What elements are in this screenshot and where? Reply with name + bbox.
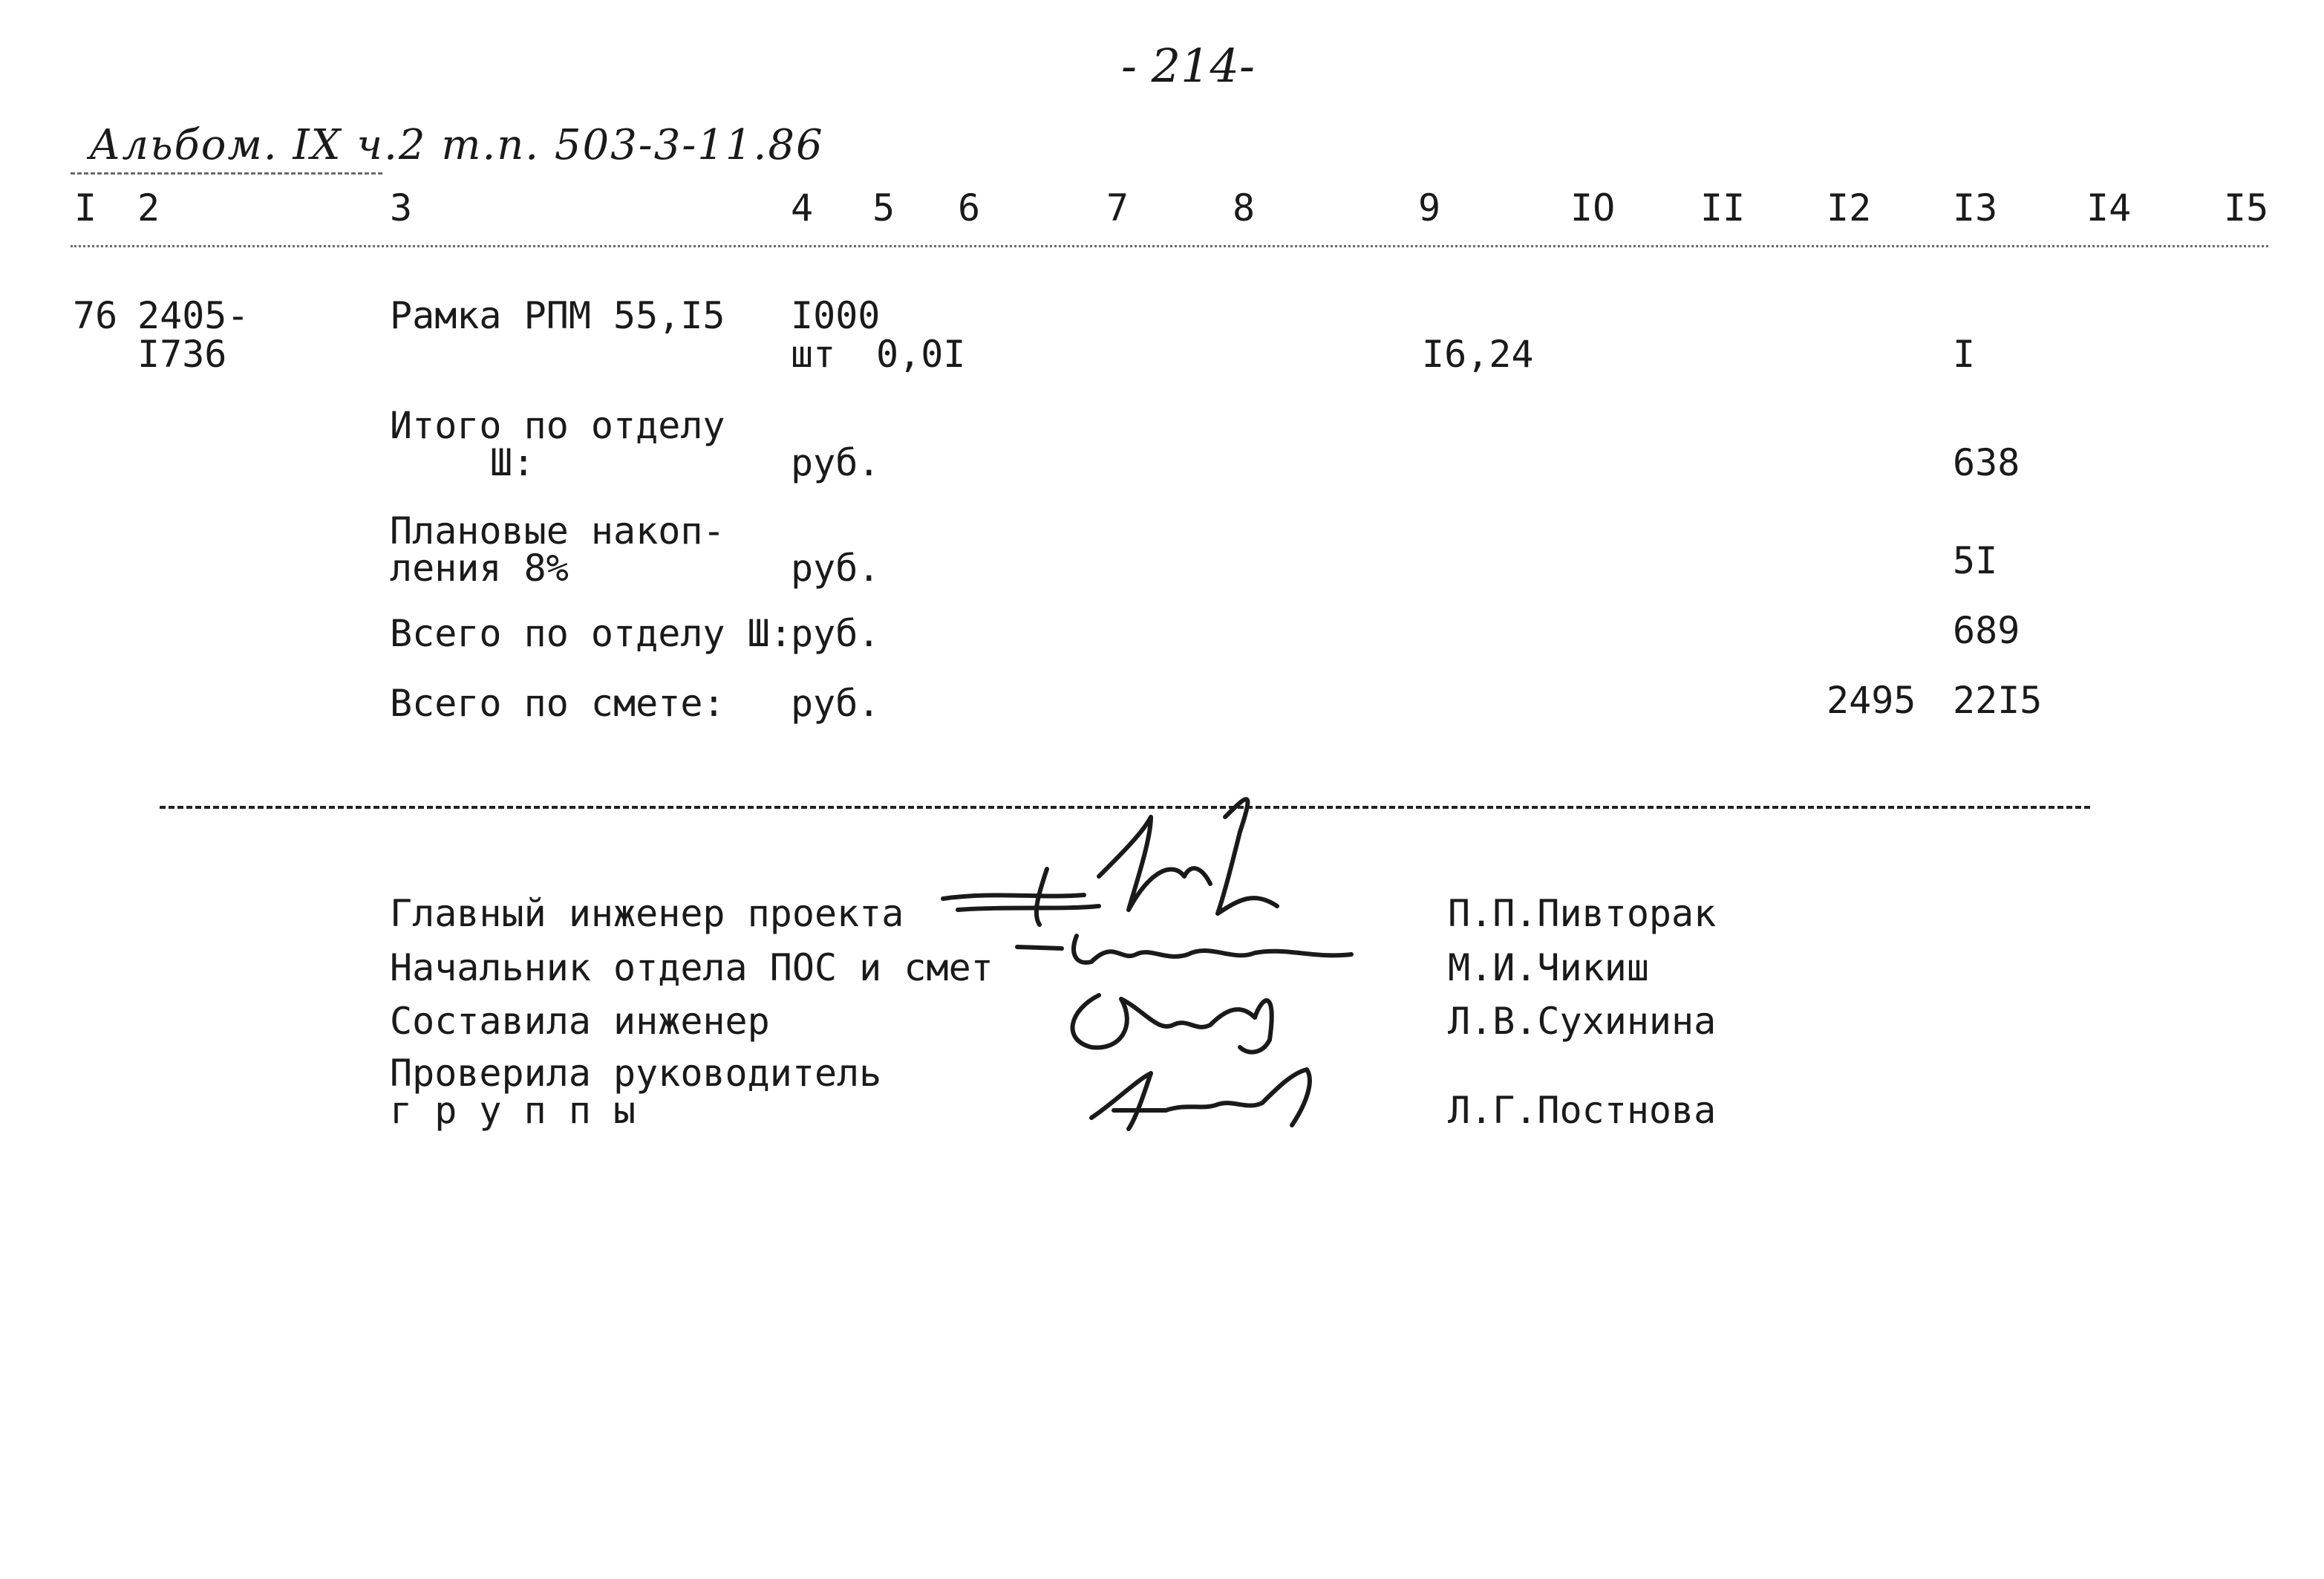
- column-header: I2: [1827, 186, 1872, 229]
- signatory-name: М.И.Чикиш: [1448, 946, 1649, 989]
- column-header: 9: [1418, 186, 1441, 229]
- signatory-name: Л.Г.Постнова: [1448, 1089, 1717, 1132]
- signature-4-graphic: [1084, 1058, 1336, 1140]
- signatory-role: г р у п п ы: [390, 1089, 636, 1132]
- column-header: 5: [872, 186, 895, 229]
- total-unit: руб.: [791, 612, 881, 655]
- total-unit: руб.: [791, 547, 881, 590]
- column-header: I4: [2086, 186, 2132, 229]
- column-header: I3: [1953, 186, 1998, 229]
- column-header: IO: [1570, 186, 1616, 229]
- item-price: I6,24: [1422, 333, 1534, 376]
- signature-3-graphic: [1054, 980, 1292, 1062]
- total-label: Всего по смете:: [390, 682, 725, 725]
- total-unit: руб.: [791, 682, 881, 725]
- item-number: 76: [73, 294, 118, 337]
- signature-1-graphic: [928, 787, 1374, 936]
- signatory-name: П.П.Пивторак: [1448, 892, 1717, 935]
- column-header: 2: [137, 186, 160, 229]
- album-reference: Альбом. IX ч.2 т.п. 503-3-11.86: [89, 121, 824, 169]
- signature-2-graphic: [1017, 932, 1374, 977]
- column-header: 7: [1106, 186, 1129, 229]
- total-value: 22I5: [1953, 679, 2043, 722]
- total-unit: руб.: [791, 441, 881, 484]
- total-label: Итого по отделу: [390, 404, 725, 447]
- total-value: 5I: [1953, 539, 1998, 582]
- total-label: ления 8%: [390, 547, 569, 590]
- signatory-role: Главный инженер проекта: [390, 892, 904, 935]
- total-value: 638: [1953, 441, 2020, 484]
- item-code: 2405-: [137, 294, 249, 337]
- column-header: 8: [1233, 186, 1256, 229]
- total-col12: 2495: [1827, 679, 1916, 722]
- total-label: Всего по отделу Ш:: [390, 612, 792, 655]
- page-number: - 214-: [1121, 39, 1255, 93]
- column-header: II: [1700, 186, 1746, 229]
- total-value: 689: [1953, 609, 2020, 652]
- column-header: 4: [791, 186, 814, 229]
- item-quantity: I000: [791, 294, 881, 337]
- signatory-role: Начальник отдела ПОС и смет: [390, 946, 993, 989]
- column-header: I: [74, 186, 97, 229]
- column-header: 3: [390, 186, 413, 229]
- item-value: 0,0I: [876, 333, 966, 376]
- total-label: Плановые накоп-: [390, 509, 725, 553]
- album-underline: [71, 172, 382, 175]
- item-col13: I: [1953, 333, 1976, 376]
- total-label: Ш:: [490, 441, 535, 484]
- item-code: I736: [137, 333, 227, 376]
- item-unit: шт: [791, 333, 836, 376]
- signatory-role: Составила инженер: [390, 1000, 770, 1043]
- signatory-name: Л.В.Сухинина: [1448, 1000, 1717, 1043]
- header-dotted-line: [71, 245, 2268, 247]
- column-header: 6: [958, 186, 981, 229]
- item-name: Рамка РПМ 55,I5: [390, 294, 725, 337]
- signatory-role: Проверила руководитель: [390, 1052, 882, 1095]
- column-header: I5: [2224, 186, 2269, 229]
